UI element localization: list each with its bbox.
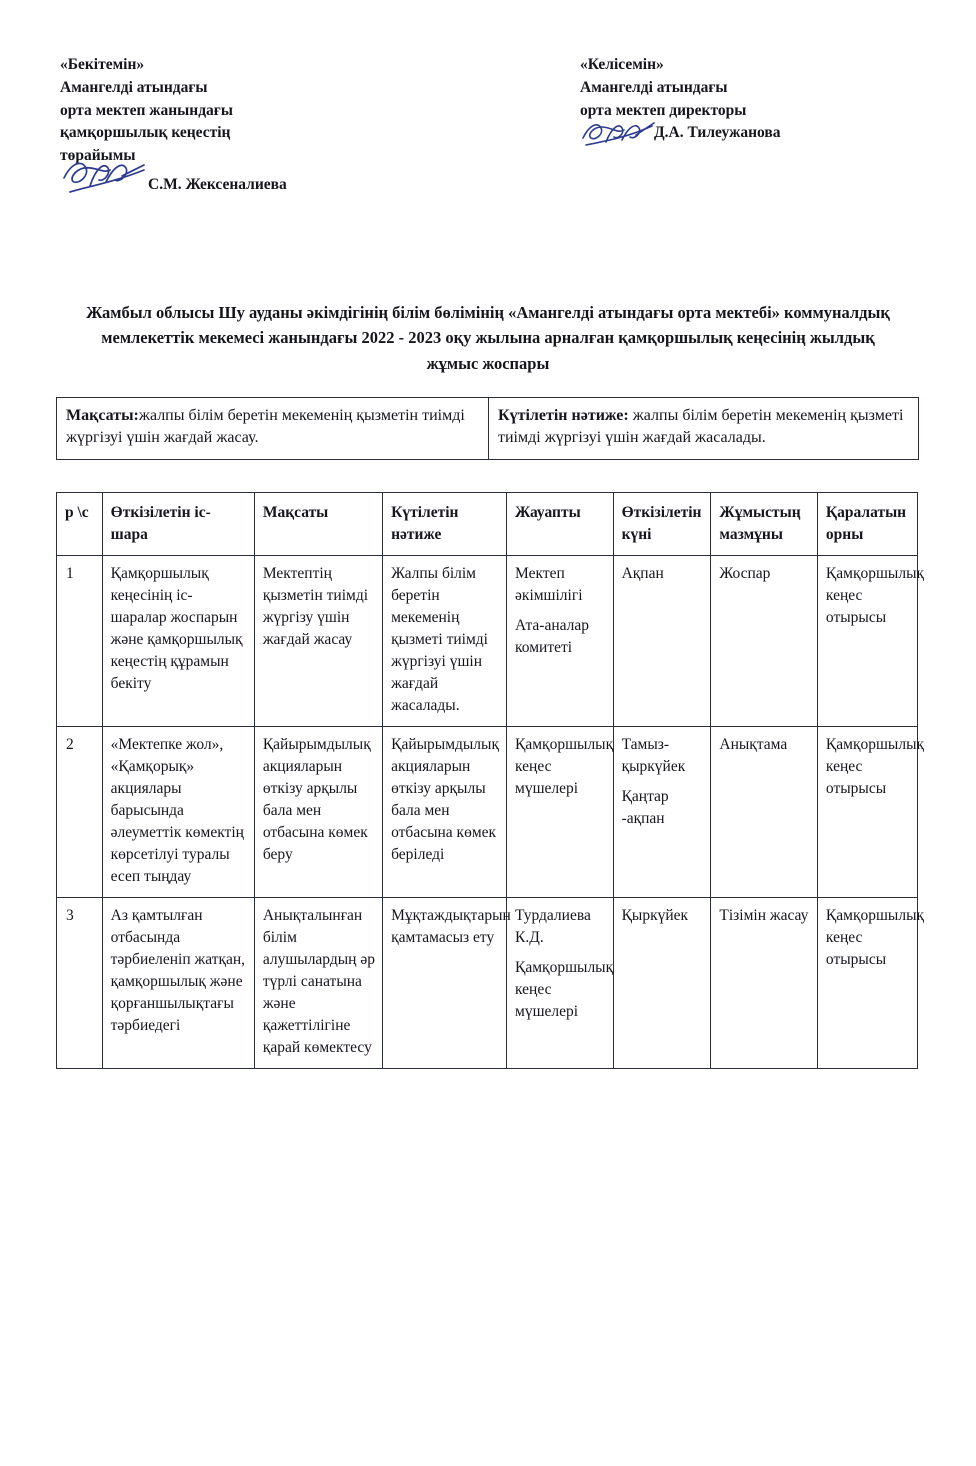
responsible-item: Ата-аналар комитеті xyxy=(515,617,590,657)
approval-block-right xyxy=(572,54,920,148)
row-result: Мұқтаждықтарын қамтамасыз ету xyxy=(383,898,507,1069)
row-event: «Мектепке жол», «Қамқорық» акциялары барысында әлеуметтік көмектің көрсетілуі туралы есеп тыңдау xyxy=(102,727,254,898)
row-content: Анықтама xyxy=(711,727,818,898)
col-header-number: р \с xyxy=(57,493,103,556)
result-label: Күтілетін нәтиже: xyxy=(498,406,629,424)
approval-right-title: «Келісемін» xyxy=(580,56,664,73)
col-header-goal: Мақсаты xyxy=(254,493,382,556)
row-event: Аз қамтылған отбасында тәрбиеленіп жатқан, қамқоршылық және қорғаншылықтағы тәрбиедегі xyxy=(102,898,254,1069)
goal-table xyxy=(56,397,919,460)
row-content: Жоспар xyxy=(711,556,818,727)
date-item: Тамыз-қыркүйек xyxy=(621,736,686,776)
approval-left-line-1: Амангелді атындағы xyxy=(60,78,208,96)
table-row xyxy=(57,727,918,898)
goal-cell xyxy=(57,397,489,459)
row-place: Қамқоршылық кеңес отырысы xyxy=(817,898,917,1069)
table-row xyxy=(57,397,919,459)
row-date xyxy=(613,727,711,898)
signature-icon xyxy=(60,156,152,198)
approval-left-line-2: орта мектеп жанындағы xyxy=(60,101,233,119)
date-item: Қыркүйек xyxy=(621,907,689,925)
col-header-place: Қаралатын орны xyxy=(817,493,917,556)
approval-right-signer: Д.А. Тилеужанова xyxy=(654,124,781,142)
date-item: Ақпан xyxy=(621,565,664,583)
approval-left-line-4: төрайымы xyxy=(60,147,136,165)
approval-left-signature-row xyxy=(60,162,390,204)
approval-right-line-2: орта мектеп директоры xyxy=(580,101,747,119)
responsible-item: Мектеп әкімшілігі xyxy=(515,565,583,605)
approval-block-left xyxy=(56,54,390,204)
col-header-content: Жұмыстың мазмұны xyxy=(711,493,818,556)
col-header-event: Өткізілетін іс- шара xyxy=(102,493,254,556)
row-goal: Мектептің қызметін тиімді жүргізу үшін жағдай жасау xyxy=(254,556,382,727)
row-event: Қамқоршылық кеңесінің іс-шаралар жоспарын және қамқоршылық кеңестің құрамын бекіту xyxy=(102,556,254,727)
date-item: Қаңтар -ақпан xyxy=(621,788,669,828)
approval-left-title: «Бекітемін» xyxy=(60,56,145,73)
result-text: жалпы білім беретін мекеменің қызметі тиімді жүргізуі үшін жағдай жасалады. xyxy=(498,406,904,447)
approval-left-signer: С.М. Жексеналиева xyxy=(148,175,287,193)
row-place: Қамқоршылық кеңес отырысы xyxy=(817,727,917,898)
row-result: Жалпы білім беретін мекеменің қызметі тиімді жүргізуі үшін жағдай жасалады. xyxy=(383,556,507,727)
signature-icon xyxy=(580,118,660,148)
row-content: Тізімін жасау xyxy=(711,898,818,1069)
row-date xyxy=(613,556,711,727)
row-responsible xyxy=(507,727,614,898)
col-header-date: Өткізілетін күні xyxy=(613,493,711,556)
approval-left-line-3: қамқоршылық кеңестің xyxy=(60,124,231,142)
goal-label: Мақсаты: xyxy=(66,406,139,424)
table-header-row xyxy=(57,493,918,556)
table-row xyxy=(57,898,918,1069)
responsible-item: Қамқоршылық кеңес мүшелері xyxy=(515,736,614,798)
responsible-item: Турдалиева К.Д. xyxy=(515,907,591,947)
row-place: Қамқоршылық кеңес отырысы xyxy=(817,556,917,727)
row-responsible xyxy=(507,556,614,727)
row-goal: Анықталынған білім алушылардың әр түрлі санатына және қажеттілігіне қарай көмектесу xyxy=(254,898,382,1069)
row-number: 1 xyxy=(57,556,103,727)
result-cell xyxy=(489,397,919,459)
row-number: 3 xyxy=(57,898,103,1069)
col-header-result: Күтілетін нәтиже xyxy=(383,493,507,556)
responsible-item: Қамқоршылық кеңес мүшелері xyxy=(515,959,614,1021)
row-result: Қайырымдылық акцияларын өткізу арқылы бала мен отбасына көмек беріледі xyxy=(383,727,507,898)
approval-header xyxy=(56,54,920,204)
approval-right-line-1: Амангелді атындағы xyxy=(580,78,728,96)
work-plan-table xyxy=(56,492,925,1069)
table-row xyxy=(57,556,918,727)
goal-text: жалпы білім беретін мекеменің қызметін тиімді жүргізуі үшін жағдай жасау. xyxy=(66,406,465,447)
row-responsible xyxy=(507,898,614,1069)
row-goal: Қайырымдылық акцияларын өткізу арқылы бала мен отбасына көмек беру xyxy=(254,727,382,898)
row-date xyxy=(613,898,711,1069)
col-header-responsible: Жауапты xyxy=(507,493,614,556)
page-title: Жамбыл облысы Шу ауданы әкімдігінің білім бөлімінің «Амангелді атындағы орта мектебі» коммуналдық мемлекеттік мекемесі жанындағы 2022 - 2023 оқу жылына арналған қамқоршылық кеңесінің жылдық жұмыс жоспары xyxy=(86,302,890,374)
row-number: 2 xyxy=(57,727,103,898)
approval-right-signature-row xyxy=(580,118,920,148)
